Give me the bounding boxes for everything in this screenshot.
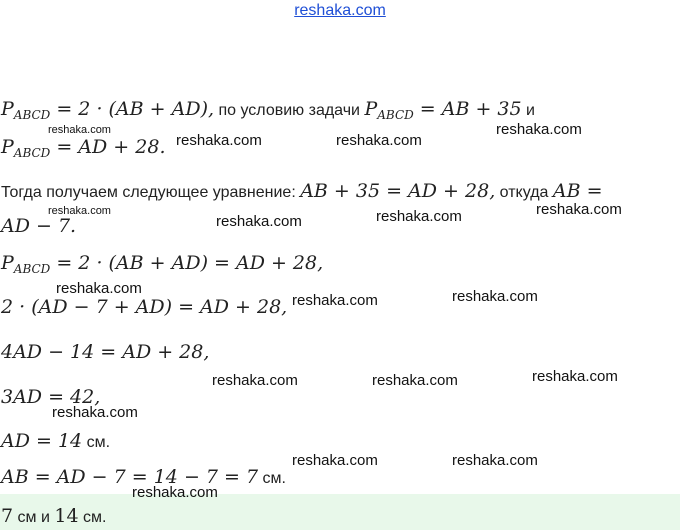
math-subscript: ABCD <box>13 146 51 160</box>
math-subscript: ABCD <box>377 108 414 122</box>
math-expression: AB = AD − 7 = 14 − 7 = 7 <box>1 466 259 488</box>
text-fragment: по условию задачи <box>214 102 365 119</box>
math-expression: 3AD = 42, <box>1 386 101 408</box>
text-fragment: см. <box>78 509 107 526</box>
solution-line-5 <box>1 252 323 280</box>
watermark-text: reshaka.com <box>212 372 298 389</box>
watermark-text: reshaka.com <box>452 288 538 305</box>
solution-line-6 <box>1 296 287 319</box>
math-number: 7 <box>1 505 14 527</box>
math-expression: = AB + 35 <box>413 98 522 120</box>
math-expression: AB + 35 = AD + 28, <box>300 180 496 202</box>
solution-line-7 <box>1 341 209 364</box>
answer-line <box>1 505 106 529</box>
watermark-text: reshaka.com <box>336 132 422 149</box>
watermark-text: reshaka.com <box>48 124 111 136</box>
math-symbol: P <box>1 98 14 120</box>
math-subscript: ABCD <box>13 108 51 122</box>
math-symbol: P <box>364 98 378 120</box>
solution-line-9 <box>1 430 110 454</box>
math-symbol: P <box>1 136 14 158</box>
watermark-text: reshaka.com <box>532 368 618 385</box>
text-fragment: см и <box>13 509 55 526</box>
math-expression: = 2 · (AB + AD) = AD + 28, <box>50 252 324 274</box>
watermark-text: reshaka.com <box>292 452 378 469</box>
math-number: 14 <box>54 505 79 527</box>
watermark-text: reshaka.com <box>376 208 462 225</box>
watermark-text: reshaka.com <box>292 292 378 309</box>
watermark-text: reshaka.com <box>48 205 111 217</box>
solution-line-2 <box>1 136 165 164</box>
solution-line-3 <box>1 180 603 204</box>
site-header-link[interactable]: reshaka.com <box>294 2 386 19</box>
math-symbol: P <box>1 252 14 274</box>
math-subscript: ABCD <box>13 262 51 276</box>
watermark-text: reshaka.com <box>56 280 142 297</box>
math-expression: 2 · (AD − 7 + AD) = AD + 28, <box>1 296 288 318</box>
text-fragment: см. <box>82 434 111 451</box>
text-fragment: Тогда получаем следующее уравнение: <box>1 184 301 201</box>
math-expression: AD = 14 <box>1 430 83 452</box>
math-expression: = AD + 28. <box>50 136 166 158</box>
watermark-text: reshaka.com <box>52 404 138 421</box>
text-fragment: откуда <box>495 184 553 201</box>
watermark-text: reshaka.com <box>536 201 622 218</box>
solution-line-1 <box>1 98 535 126</box>
math-expression: AB = <box>552 180 603 202</box>
watermark-text: reshaka.com <box>216 213 302 230</box>
math-expression: = 2 · (AB + AD), <box>50 98 215 120</box>
math-expression: 4AD − 14 = AD + 28, <box>1 341 210 363</box>
text-fragment: см. <box>258 470 286 487</box>
watermark-text: reshaka.com <box>452 452 538 469</box>
solution-line-4 <box>1 215 76 238</box>
watermark-text: reshaka.com <box>176 132 262 149</box>
text-fragment: и <box>521 102 535 119</box>
watermark-text: reshaka.com <box>496 121 582 138</box>
math-expression: AD − 7. <box>1 215 77 237</box>
watermark-text: reshaka.com <box>132 484 218 501</box>
watermark-text: reshaka.com <box>372 372 458 389</box>
